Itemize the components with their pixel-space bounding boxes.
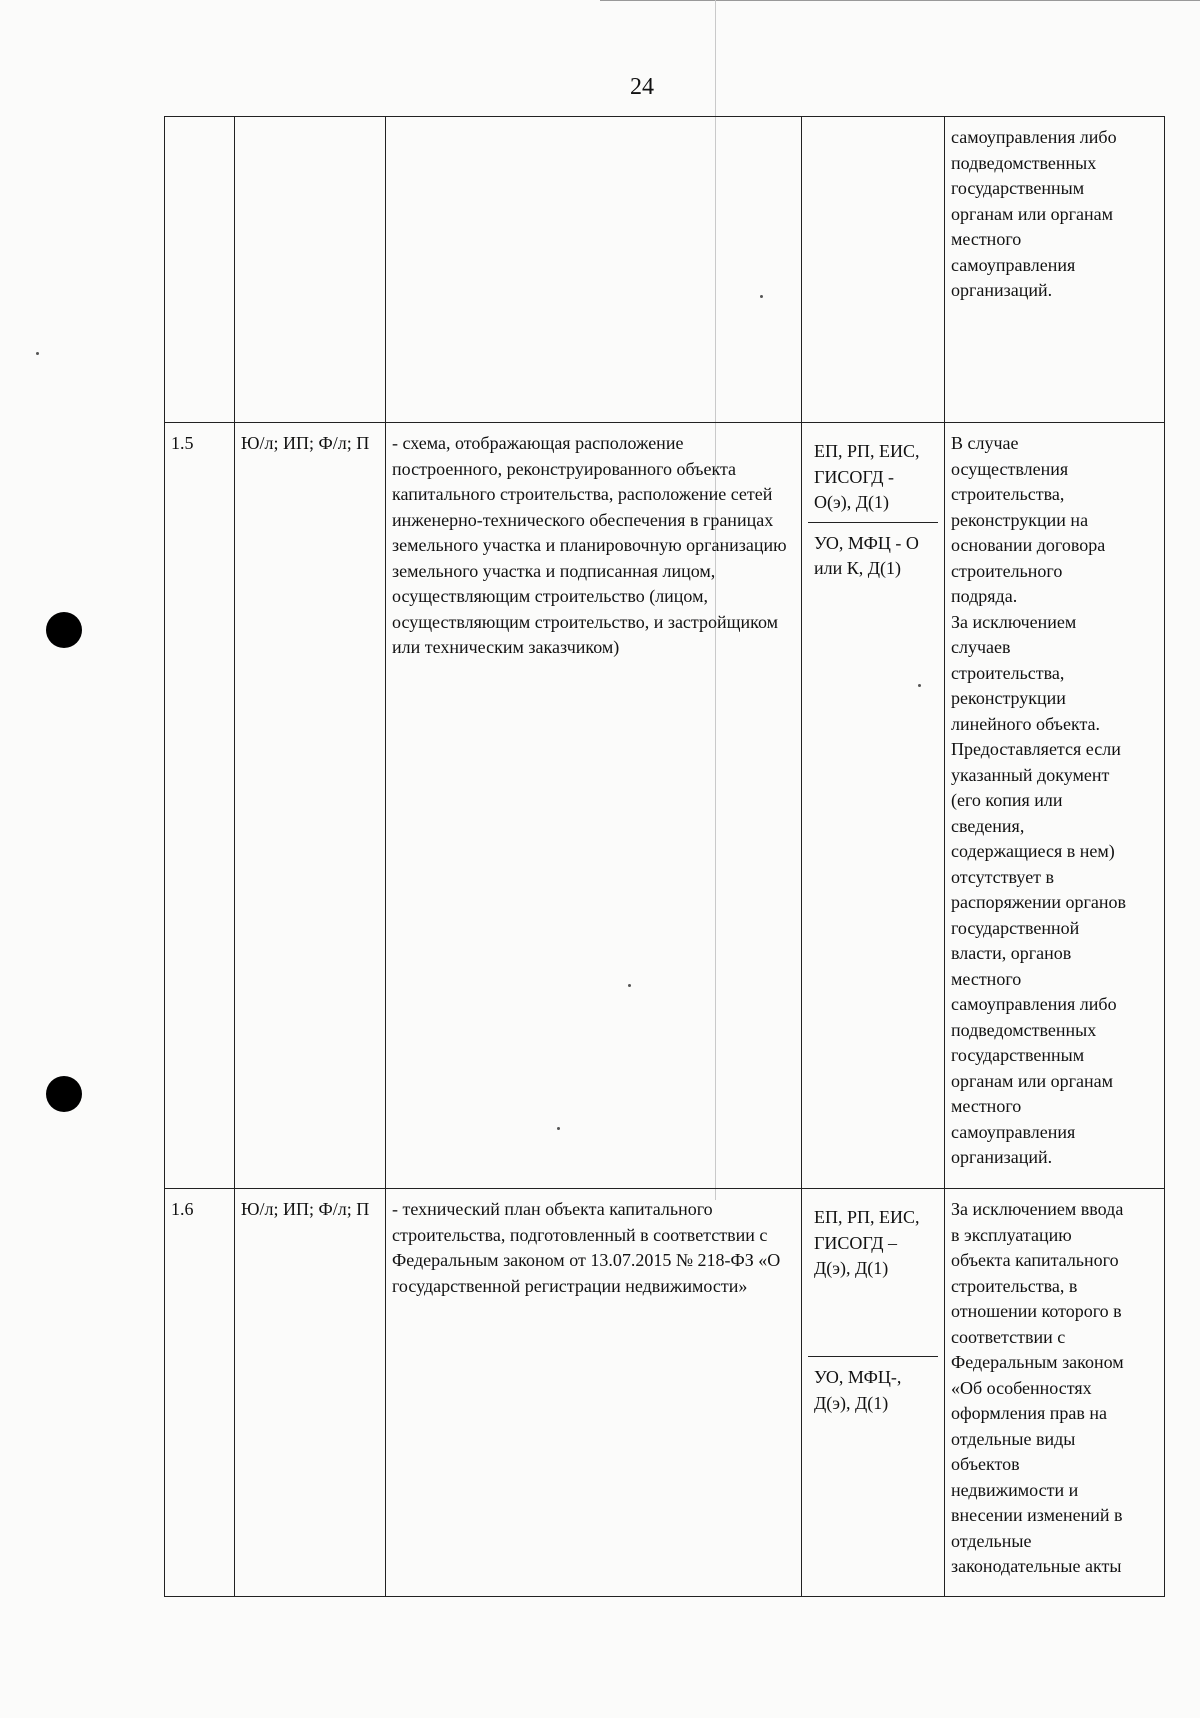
notes-line: недвижимости и [951, 1479, 1079, 1500]
row-number: 1.5 [165, 423, 235, 1189]
notes-line: оформления прав на [951, 1403, 1108, 1423]
notes-line: «Об особенностях [951, 1377, 1092, 1398]
submission-method-online: ЕП, РП, ЕИС, ГИСОГД – Д(э), Д(1) [808, 1197, 938, 1357]
submission-method [802, 117, 945, 423]
notes-line: строительства, [951, 662, 1065, 683]
submission-method-office: УО, МФЦ-, Д(э), Д(1) [814, 1367, 902, 1413]
table-row [165, 1189, 1165, 1597]
notes-line: государственной [951, 917, 1080, 938]
notes-line: органам или органам [951, 203, 1114, 224]
notes-line: подведомственных [951, 1019, 1097, 1040]
notes-line: власти, органов [951, 943, 1072, 963]
notes-line: указанный документ [951, 764, 1110, 785]
notes-line: строительства, [951, 484, 1065, 504]
notes-line: организаций. [951, 280, 1053, 300]
notes-line: отдельные виды [951, 1428, 1076, 1449]
document-description: - технический план объекта капитального строительства, подготовленный в соответствии с Федеральным законом от 13.07.2015 № 218-ФЗ «О государственной регистрации недвижимости» [386, 1189, 802, 1597]
notes-line: отдельные [951, 1530, 1032, 1551]
notes-line: сведения, [951, 815, 1025, 836]
applicant-category [235, 117, 386, 423]
notes-line: строительного [951, 560, 1063, 581]
notes-line: органам или органам [951, 1070, 1114, 1091]
notes-line: местного [951, 229, 1022, 249]
notes-line: За исключением [951, 611, 1077, 632]
notes-line: строительства, в [951, 1275, 1078, 1296]
notes-line: самоуправления [951, 1121, 1076, 1142]
notes-line: в эксплуатацию [951, 1224, 1072, 1245]
notes-line: подряда. [951, 586, 1018, 606]
notes-line: реконструкции [951, 688, 1066, 708]
table-row [165, 117, 1165, 423]
page-number: 24 [630, 74, 654, 100]
scan-line-top [600, 0, 1200, 1]
notes-line: объектов [951, 1454, 1020, 1474]
notes-line: (его копия или [951, 790, 1063, 810]
notes-line: государственным [951, 178, 1085, 198]
notes-line: самоуправления [951, 254, 1076, 275]
notes-cell [945, 423, 1165, 1189]
applicant-category: Ю/л; ИП; Ф/л; П [235, 423, 386, 1189]
table-row [165, 423, 1165, 1189]
notes-line: распоряжении органов [951, 892, 1126, 912]
submission-method-office: УО, МФЦ - О или К, Д(1) [814, 532, 919, 578]
document-description: - схема, отображающая расположение построенного, реконструированного объекта капитального строительства, расположение сетей инженерно-технического обеспечения в границах земельного участка и планировочную организацию земельного участка и подписанная лицом, осуществляющим строительство (лицом, осуществляющим строительство, и застройщиком или техническим заказчиком) [386, 423, 802, 1189]
applicant-category: Ю/л; ИП; Ф/л; П [235, 1189, 386, 1597]
notes-line: соответствии с [951, 1326, 1066, 1347]
notes-cell [945, 1189, 1165, 1597]
notes-line: В случае [951, 433, 1019, 453]
notes-line: объекта капитального [951, 1250, 1119, 1270]
notes-line: линейного объекта. [951, 713, 1101, 734]
document-table [164, 116, 1165, 1597]
notes-line: государственным [951, 1045, 1085, 1065]
punch-hole-2 [46, 1076, 82, 1112]
notes-line: случаев [951, 637, 1011, 657]
notes-line: местного [951, 968, 1022, 989]
notes-cell [945, 117, 1165, 423]
submission-methods [802, 423, 945, 1189]
submission-method-online: ЕП, РП, ЕИС, ГИСОГД - О(э), Д(1) [808, 431, 938, 523]
notes-line: основании договора [951, 535, 1106, 555]
notes-line: отношении которого в [951, 1301, 1122, 1321]
notes-line: подведомственных [951, 152, 1097, 173]
document-description [386, 117, 802, 423]
notes-line: законодательные акты [951, 1556, 1122, 1576]
punch-hole-1 [46, 612, 82, 648]
row-number [165, 117, 235, 423]
notes-line: самоуправления либо [951, 127, 1117, 147]
notes-line: содержащиеся в нем) [951, 841, 1115, 861]
notes-line: отсутствует в [951, 866, 1055, 887]
notes-line: реконструкции на [951, 509, 1089, 530]
notes-line: осуществления [951, 458, 1069, 479]
notes-line: самоуправления либо [951, 994, 1117, 1014]
row-number: 1.6 [165, 1189, 235, 1597]
speck [36, 352, 39, 355]
notes-line: организаций. [951, 1147, 1053, 1167]
notes-line: Федеральным законом [951, 1352, 1124, 1372]
notes-line: За исключением ввода [951, 1199, 1124, 1219]
notes-line: внесении изменений в [951, 1505, 1123, 1525]
notes-line: Предоставляется если [951, 739, 1121, 759]
notes-line: местного [951, 1096, 1022, 1116]
submission-methods [802, 1189, 945, 1597]
